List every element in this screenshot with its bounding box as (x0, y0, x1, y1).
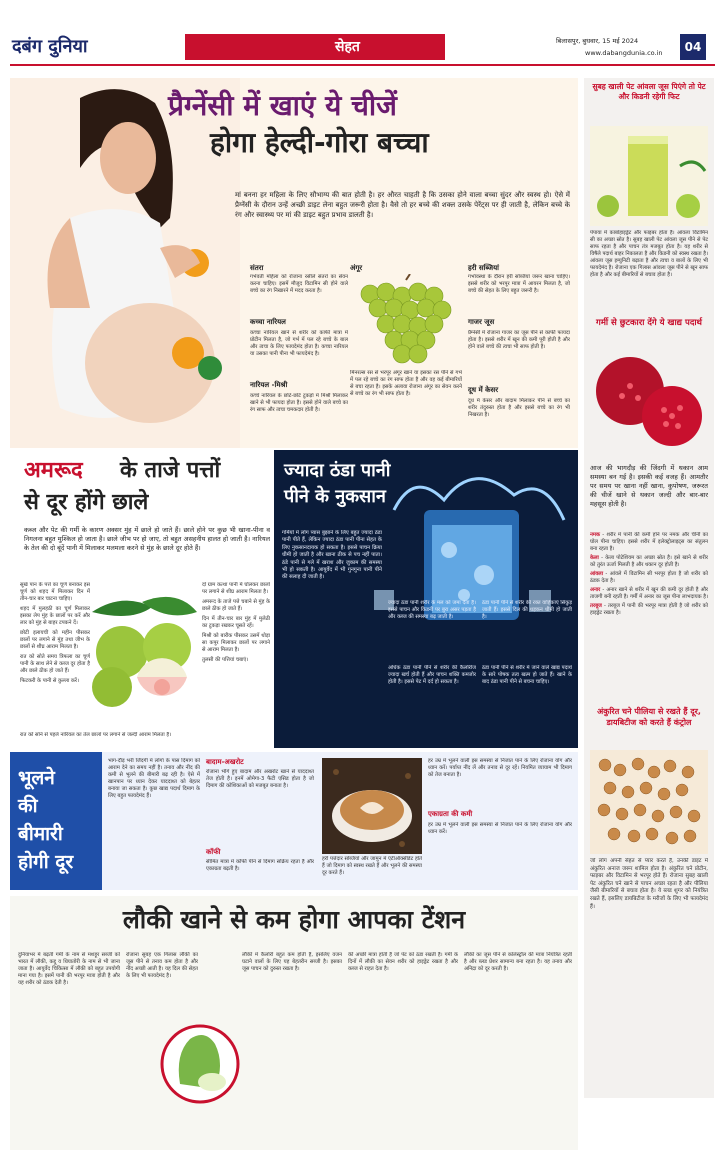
heat-item-heading: तरबूज (590, 603, 602, 609)
pregnancy-article (10, 78, 578, 448)
memory-title-box (10, 752, 102, 890)
sprouts-photo (590, 750, 708, 854)
heat-item-text: शरीर में पानी की कमी होने पर नमक और चीनी का घोल पीना चाहिए। इससे शरीर में इलेक्ट्रोलाइट्स का संतुलन बना रहता है। (590, 532, 708, 552)
cold-water-title-line2: पीने के नुकसान (284, 486, 386, 507)
coconut-mishri-heading: नारियल -मिश्री (250, 381, 288, 389)
cold-water-article (274, 450, 578, 748)
cold-water-bullet: ठंडा पानी पीने से शरीर में जाने वाले खाद्य पदार्थ के सारे पोषक तत्व खत्म हो जाते हैं। खाने के बाद ठंडा पानी पीने से बचना चाहिए। (482, 665, 572, 685)
heat-item: नमक - शरीर में पानी की कमी होने पर नमक और चीनी का घोल पीना चाहिए। इससे शरीर में इलेक्ट्रोलाइट्स का संतुलन बना रहता है। (590, 532, 708, 552)
memory-col4: हरी पत्तेदार सब्जियों और जामुन में एंटीऑक्सीडेंट होते हैं जो दिमाग को स्वस्थ रखते हैं और भूलने की समस्या दूर करते हैं। (322, 856, 422, 876)
guava-tip: दो ग्राम कत्था पानी में घोलकर छालों पर लगाने से शीघ्र आराम मिलता है। (202, 582, 270, 595)
coffee-photo (322, 758, 422, 854)
memory-almond-heading: बादाम-अखरोट (206, 758, 244, 766)
memory-focus-heading: एकाग्रता की कमी (428, 810, 473, 818)
memory-col3: सीमित मात्रा में कॉफी पीने से दिमाग सक्रिय रहता है और एकाग्रता बढ़ती है। (206, 859, 314, 872)
guava-tip: शहद में मुलहठी का चूर्ण मिलाकर इसका लेप मुंह के छालों पर करें और लार को मुंह से बाहर टपकने दें। (20, 606, 90, 626)
lauki-title: लौकी खाने से कम होगा आपका टेंशन (122, 905, 466, 934)
heat-items (590, 532, 708, 700)
coconut-text: कच्चा नारियल खाने से शरीर को काफी मात्रा में प्रोटीन मिलता है, जो गर्भ में पल रहे बच्चे के बाल और त्वचा के लिए फायदेमंद होता है। कच्चा नारियल या उसका पानी पीना भी फायदेमंद है। (250, 330, 348, 357)
carrot-juice-heading: गाजर जूस (468, 318, 495, 326)
amla-title: सुबह खाली पेट आंवला जूस पिएंगे तो पेट और किडनी रहेगी फिट (592, 82, 706, 101)
pomegranate-photo (590, 346, 708, 460)
greens-text: गर्भावस्था के दौरान हरी सब्जियां जरूर खाना चाहिए। इससे शरीर को भरपूर मात्रा में आयरन मिलता है, जो बच्चे की सेहत के लिए बहुत जरूरी है। (468, 274, 570, 294)
guava-title-line2: से दूर होंगे छाले (24, 490, 149, 515)
memory-article (10, 752, 578, 890)
lauki-col3: लौकी में कैलोरी बहुत कम होती है, इसलिए वजन घटाने वालों के लिए यह बेहतरीन सब्जी है। इसका जूस पाचन को दुरुस्त रखता है। (242, 952, 342, 972)
memory-col5-cont: हर उम्र में भूलने वाली इस समस्या से निजात पाने के लिए रोजाना योग और ध्यान करें। (428, 822, 572, 835)
dateline: बिलासपुर, बुधवार, 15 मई 2024 (556, 37, 639, 45)
heat-item: अनार - अनार खाने से शरीर में खून की कमी दूर होती है और ताजगी बनी रहती है। गर्मी में अनार का जूस पीना लाभदायक है। (590, 587, 708, 600)
grapes-photo (350, 274, 462, 366)
guava-article (10, 450, 272, 748)
section-banner (185, 34, 445, 60)
heat-item-heading: अनार (590, 587, 601, 593)
coconut-heading: कच्चा नारियल (250, 318, 286, 326)
cold-water-bullet: ज्यादा ठंडा पानी शरीर के मल को जमा देता है। इससे पाचन और किडनी पर बुरा असर पड़ता है और कब्ज की समस्या बढ़ जाती है। (388, 600, 476, 620)
heat-item-heading: नमक (590, 532, 600, 538)
sprouts-body: जो लोग अपनी सेहत से प्यार करते हैं, उनकी डाइट में अंकुरित अनाज जरूर शामिल होता है। अंकुरित चने प्रोटीन, फाइबर और विटामिन से भरपूर होते हैं। रोजाना सुबह खाली पेट अंकुरित चने खाने से पाचन अच्छा रहता है और पीलिया जैसी बीमारियों से बचाव होता है। ये ब्लड शुगर को नियंत्रित रखते हैं, इसलिए डायबिटीज के मरीजों के लिए भी फायदेमंद हैं। (590, 858, 708, 910)
lauki-col2: रोजाना सुबह एक गिलास लौकी का जूस पीने से तनाव कम होता है और नींद अच्छी आती है। यह दिल की सेहत के लिए भी फायदेमंद है। (126, 952, 198, 979)
sprouts-title: अंकुरित चने पीलिया से रखते हैं दूर, डायबिटीज को करते हैं कंट्रोल (597, 707, 701, 727)
heat-lead: आज की भागदौड़ की जिंदगी में थकान आम समस्या बन गई है। इसकी कई वजह हैं। आमतौर पर समय पर खाना नहीं खाना, कुपोषण, जरूरत की चीजें खाने से थकान जल्दी और बार-बार महसूस होती है। (590, 464, 708, 508)
pregnant-woman-photo (10, 78, 240, 448)
pregnancy-intro: मां बनना हर महिला के लिए सौभाग्य की बात होती है। हर औरत चाहती है कि उसका होने वाला बच्चा सुंदर और स्वस्थ हो। ऐसे में प्रैग्नेंसी के दौरान उन्हें अच्छी डाइट लेना बहुत जरूरी होता है। वैसे तो हर बच्चे की शक्ल उसके पेरेंट्स पर ही जाती है, लेकिन बच्चे के रंग और स्वास्थ्य पर मां की डाइट बहुत प्रभाव डालती है। (235, 191, 570, 219)
heat-item: केला - केला पोटेशियम का अच्छा स्रोत है। इसे खाने से शरीर को तुरंत ऊर्जा मिलती है और थकान दूर होती है। (590, 555, 708, 568)
guava-intro: कब्ज और पेट की गर्मी के कारण अक्सर मुंह में छाले हो जाते हैं। छाले होने पर कुछ भी खाना-पीना व निगलना बहुत मुश्किल हो जाता है। छाले जीभ पर हो जाए, तो बहुत असहनीय हालत हो जाती है। नारियल के तेल की दो बूंदें पानी में मिलाकर मलमला करने से मुंह के छाले दूर होते हैं। (24, 526, 270, 552)
lauki-article (10, 896, 578, 1150)
heat-item-heading: आंवला (590, 571, 604, 577)
amla-juice-photo (590, 126, 708, 226)
guava-tip: छोटी इलायची को महीन पीसकर छालों पर लगाने से मुंह तथा जीभ के छालों से शीघ्र आराम मिलता है। (20, 630, 90, 650)
bottle-gourd-photo (160, 1024, 240, 1104)
saffron-milk-heading: दूध में केसर (468, 386, 499, 394)
guava-tip: मिश्री को बारीक पीसकर उसमें थोड़ा सा कपूर मिलाकर छालों पर लगाने से आराम मिलता है। (202, 633, 270, 653)
grapes-text: मिनरल्स रस से भरपूर अंगूर खाने या इसका रस पीने से गर्भ में पल रहे बच्चे का रंग साफ होता है और वह कई बीमारियों से बचा रहता है। इसके अलावा रोजाना अंगूर का सेवन करने से बच्चे का रंग भी साफ होता है। (350, 370, 462, 397)
guava-title-word: अमरूद (24, 458, 83, 483)
section-title: सेहत (335, 39, 360, 55)
guava-tip: अमरूद के ताजे पत्ते चबाने से मुंह के छाले ठीक हो जाते हैं। (202, 599, 270, 612)
orange-heading: संतरा (250, 264, 264, 272)
pregnancy-title-line1: प्रैग्नेंसी में खाएं ये चीजें (168, 89, 397, 122)
guava-tip: तुलसी की पत्तियां चबाएं। (202, 657, 249, 663)
memory-col1: भाग-दौड़ भरी जिंदगी में लोगों के पास दिमाग को आराम देने का समय नहीं है। तनाव और नींद की कमी से भूलने की बीमारी बढ़ रही है। ऐसे में खानपान पर ध्यान देकर याददाश्त को बेहतर बनाया जा सकता है। कुछ खाद्य पदार्थ दिमाग के लिए बहुत फायदेमंद हैं। (108, 758, 200, 799)
heat-item-text: तरबूज में पानी की भरपूर मात्रा होती है जो शरीर को हाइड्रेट रखता है। (590, 603, 708, 616)
heat-item-text: केला पोटेशियम का अच्छा स्रोत है। इसे खाने से शरीर को तुरंत ऊर्जा मिलती है और थकान दूर होती है। (590, 555, 708, 568)
logo: दबंग दुनिया (12, 36, 88, 57)
memory-coffee-heading: कॉफी (206, 848, 221, 856)
guava-bullets-left (20, 582, 90, 742)
guava-bullets-right (202, 582, 270, 742)
guava-tip: रात को सोते समय त्रिफला का चूर्ण पानी के साथ लेने से कब्ज दूर होता है और छाले ठीक हो जाते हैं। (20, 654, 90, 674)
greens-heading: हरी सब्जियां (468, 264, 499, 272)
memory-col5: हर उम्र में भूलने वाली इस समस्या से निजात पाने के लिए रोजाना योग और ध्यान करें। पर्याप्त नींद लें और तनाव से दूर रहें। नियमित व्यायाम भी दिमाग को तेज बनाता है। (428, 758, 572, 778)
right-sidebar (584, 78, 714, 1098)
website[interactable]: www.dabangdunia.co.in (585, 49, 663, 57)
cold-water-title-line1: ज्यादा ठंडा पानी (284, 460, 391, 481)
heat-item-text: आंवले में विटामिन सी भरपूर होता है जो शरीर को ठंडक देता है। (590, 571, 708, 584)
lauki-col1: दुनियाभर में बढ़ती गर्मी के नाम से मशहूर सब्जी को भारत में लौकी, कद्दू व धियातोरी के नाम से भी जाना जाता है। आयुर्वेद चिकित्सा में लौकी को बहुत उपयोगी माना गया है। इसमें पानी की भरपूर मात्रा होती है और यह शरीर को ठंडक देती है। (18, 952, 120, 986)
guava-tip: फिटकरी के पानी से कुल्ला करें। (20, 678, 79, 684)
grapes-heading: अंगूर (350, 264, 363, 272)
orange-text: गर्भवती महिला को रोजाना रसीले संतरों का सेवन करना चाहिए। इसमें मौजूद विटामिन सी होने वाले बच्चे का रंग निखारने में मदद करता है। (250, 274, 348, 294)
amla-body: पेपाया में कार्बोहाइड्रेट और फाइबर होता है। आंवला विटामिन सी का अच्छा स्रोत है। सुबह खाली पेट आंवला जूस पीने से पेट साफ रहता है और पाचन तंत्र मजबूत होता है। यह शरीर से विषैले पदार्थ बाहर निकालता है और किडनी को स्वस्थ रखता है। आंवला जूस इम्युनिटी बढ़ाता है और त्वचा व बालों के लिए भी फायदेमंद है। रोजाना एक गिलास आंवला जूस पीने से खून साफ होता है और कई बीमारियों से बचाव होता है। (590, 230, 708, 278)
guava-tip: सूखे पान के पत्ते का चूर्ण बनाकर इस चूर्ण को शहद में मिलाकर दिन में तीन-चार बार चाटना चाहिए। (20, 582, 90, 602)
pregnancy-title-line2: होगा हेल्दी-गोरा बच्चा (210, 126, 429, 159)
memory-title-line1: भूलने (18, 767, 55, 789)
cold-water-lead: गर्मियों में लोग प्यास बुझाने के लिए बहुत ज्यादा ठंडा पानी पीते हैं, लेकिन ज्यादा ठंडा पानी पीना सेहत के लिए नुकसानदायक हो सकता है। इससे पाचन क्रिया धीमी हो जाती है और खाना ठीक से पच नहीं पाता। ठंडे पानी से गले में खराश और जुकाम की समस्या भी हो सकती है। आयुर्वेद में भी गुनगुना पानी पीने की सलाह दी जाती है। (282, 530, 382, 581)
guava-photo (82, 592, 200, 712)
heat-title: गर्मी से छुटकारा देंगे ये खाद्य पदार्थ (596, 318, 702, 328)
lauki-col5: लौकी का जूस पीने से कोलेस्ट्रॉल की मात्रा नियंत्रित रहती है और ब्लड प्रेशर सामान्य बना रहता है। यह तनाव और अनिद्रा को दूर करती है। (464, 952, 572, 972)
heat-item: तरबूज - तरबूज में पानी की भरपूर मात्रा होती है जो शरीर को हाइड्रेट रखता है। (590, 603, 708, 616)
cold-water-bullet: ठंडा पानी पीने से शरीर की रक्त वाहिकाएं सिकुड़ जाती हैं। इससे दिल की धड़कन धीमी हो जाती है। (482, 600, 572, 620)
carrot-juice-text: प्रैग्नेंसी में रोजाना गाजर का जूस पीने से काफी फायदा होता है। इससे शरीर में खून की कमी पूरी होती है और होने वाले बच्चे की त्वचा भी साफ होती है। (468, 330, 570, 350)
coconut-mishri-text: कच्चे नारियल के छोटे-छोटे टुकड़ों में मिश्री मिलाकर खाने से भी फायदा होता है। इससे होने वाले बच्चे का रंग साफ और त्वचा चमकदार होती है। (250, 393, 348, 413)
heat-item: आंवला - आंवले में विटामिन सी भरपूर होता है जो शरीर को ठंडक देता है। (590, 571, 708, 584)
heat-item-text: अनार खाने से शरीर में खून की कमी दूर होती है और ताजगी बनी रहती है। गर्मी में अनार का जूस पीना लाभदायक है। (590, 587, 708, 600)
memory-title-line2: की (18, 795, 38, 817)
guava-title-rest: के ताजे पत्तों (120, 458, 221, 483)
cold-water-bullet: अधिक ठंडा पानी पीने से शरीर की कैलोरीज ज्यादा खर्च होती हैं और पाचन शक्ति कमजोर होती है। इससे पेट में दर्द हो सकता है। (388, 665, 476, 685)
saffron-milk-text: दूध में केसर और बादाम मिलाकर पीने से बच्चे का शरीर तंदुरुस्त होता है और इससे बच्चे का रंग भी निखरता है। (468, 398, 570, 418)
lauki-col4: की अच्छी मात्रा होती है जो पेट को ठंडा रखती है। गर्मी के दिनों में लौकी का सेवन शरीर को हाइड्रेट रखता है और कब्ज से राहत देता है। (348, 952, 458, 972)
guava-tip: दिन में तीन-चार बार मुंह में मुलेठी का टुकड़ा रखकर चूसते रहें। (202, 616, 270, 629)
heat-item-heading: केला (590, 555, 599, 561)
memory-col2: रोजाना भीगे हुए बादाम और अखरोट खाने से याददाश्त तेज होती है। इनमें ओमेगा-3 फैटी एसिड होता है जो दिमाग की कोशिकाओं को मजबूत बनाता है। (206, 769, 314, 789)
memory-title-line4: होगी दूर (18, 851, 74, 873)
masthead-rule (10, 64, 715, 66)
memory-title-line3: बीमारी (18, 823, 63, 845)
guava-footer: रात को सोने से पहले नारियल का तेल छालों पर लगाने से जल्दी आराम मिलता है। (20, 732, 172, 738)
page-number: 04 (680, 34, 706, 60)
masthead (0, 0, 725, 66)
